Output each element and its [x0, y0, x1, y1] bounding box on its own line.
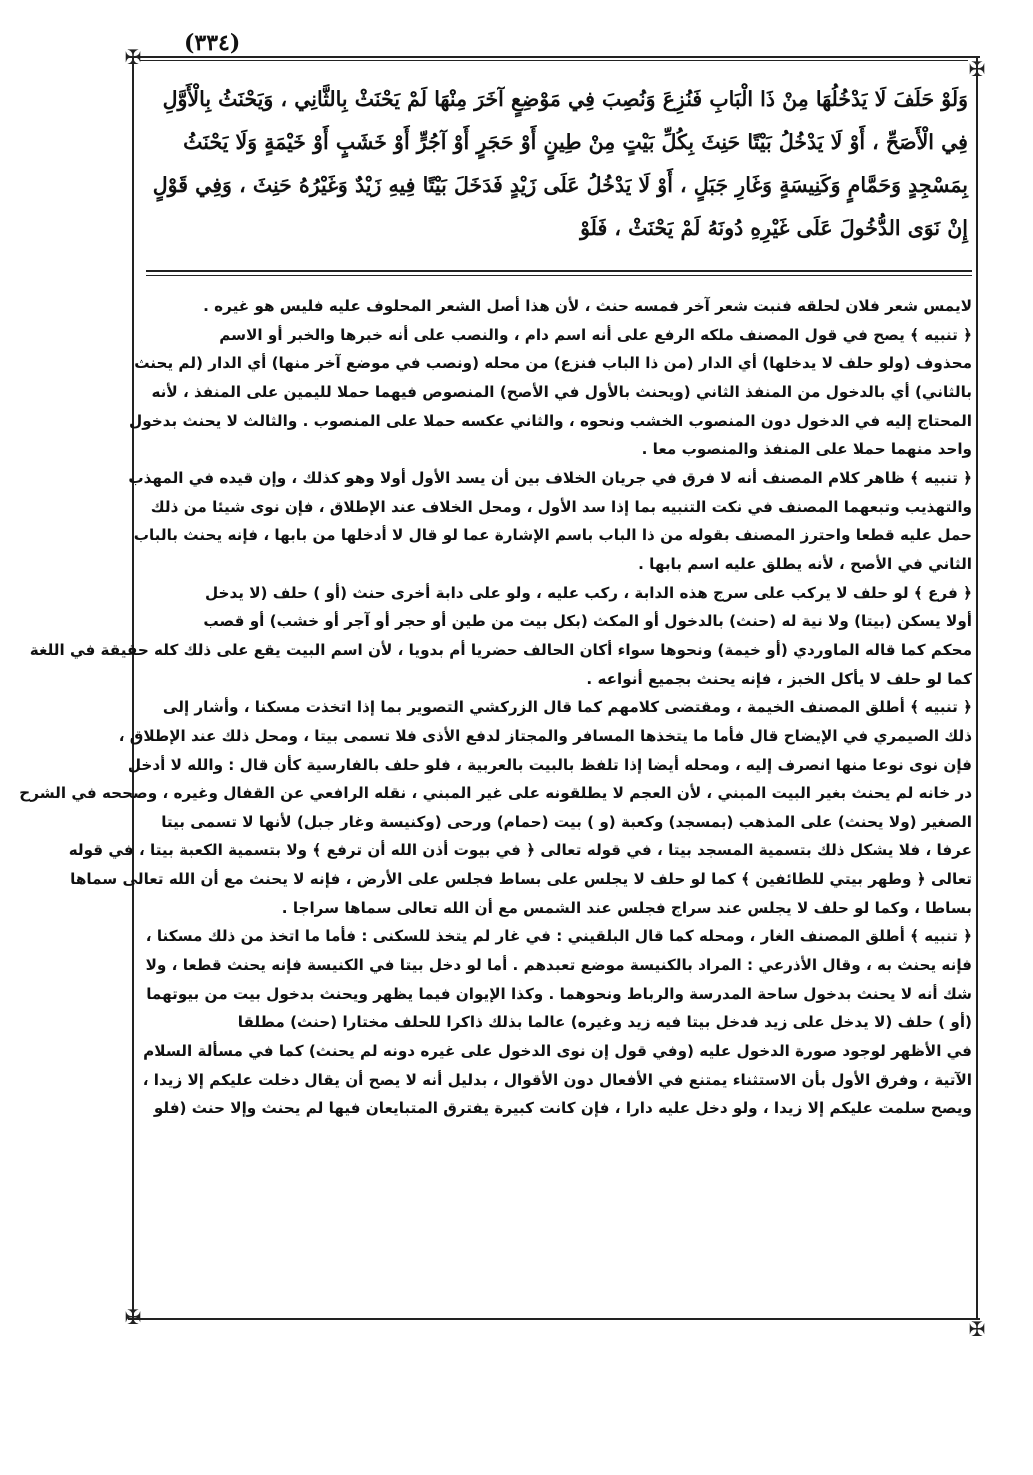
commentary-line: واحد منهما حملا على المنفذ والمنصوب معا .	[641, 440, 972, 459]
commentary-line: فإنه يحنث به ، وقال الأذرعي : المراد بالكنيسة موضع تعبدهم . أما لو دخل بيتا في الكنيسة فإنه يحنث قطعا ، ولا	[145, 956, 972, 975]
bottom-border	[128, 1318, 980, 1320]
commentary-line: أولا يسكن (بيتا) ولا نية له (حنث) بالدخول أو المكث (بكل بيت من طين أو حجر أو آجر أو خشب) أو قصب	[203, 612, 972, 631]
corner-ornament-icon: ✠	[124, 45, 142, 69]
main-text-line: إِنْ نَوَى الدُّخُولَ عَلَى غَيْرِهِ دُونَهُ لَمْ يَحْنَثْ ، فَلَوْ	[580, 216, 968, 240]
commentary-line: محذوف (ولو حلف لا يدخلها) أي الدار (من ذا الباب فنزع) من محله (ونصب في موضع آخر منها) أي الدار (لم يحنث	[134, 354, 972, 373]
commentary-line: فإن نوى نوعا منها انصرف إليه ، ومحله أيضا إذا تلفظ بالبيت بالعربية ، فلو حلف بالفارسية كأن قال : والله لا أدخل	[127, 755, 972, 774]
commentary-line: ﴿ تنبيه ﴾ يصح في قول المصنف ملكه الرفع على أنه اسم دام ، والنصب على أنه خبرها والخبر أو الاسم	[219, 325, 972, 344]
corner-ornament-icon: ✠	[968, 1317, 986, 1341]
commentary-line: في الأظهر لوجود صورة الدخول عليه (وفي قول إن نوى الدخول على غيره دونه لم يحنث) كما في مسألة السلام	[143, 1042, 972, 1061]
commentary-line: ذلك الصيمري في الإيضاح قال فأما ما يتخذها المسافر والمجتاز لدفع الأذى فلا تسمى بيتا ، ومحل ذلك عند الإطلاق ،	[118, 726, 972, 745]
commentary-line: عرفا ، فلا يشكل ذلك بتسمية المسجد بيتا ، في قوله تعالى ﴿ في بيوت أذن الله أن ترفع ﴾ ولا بتسمية الكعبة بيتا ، في قوله	[68, 841, 972, 860]
section-divider-double	[146, 275, 972, 276]
corner-ornament-icon: ✠	[124, 1305, 142, 1329]
top-border	[128, 56, 980, 58]
main-text-line: بِمَسْجِدٍ وَحَمَّامٍ وَكَنِيسَةٍ وَغَارِ جَبَلٍ ، أَوْ لَا يَدْخُلُ عَلَى زَيْدٍ فَدَخَلَ بَيْتًا فِيهِ زَيْدٌ وَغَيْرُهُ حَنِثَ ، وَفِي قَوْلٍ	[152, 173, 968, 197]
commentary-line: ﴿ تنبيه ﴾ ظاهر كلام المصنف أنه لا فرق في جريان الخلاف بين أن يسد الأول أولا وهو كذلك ، وإن قيده في المهذب	[128, 468, 972, 487]
page-number: (٣٣٤)	[184, 30, 241, 56]
commentary-line: والتهذيب وتبعهما المصنف في نكت التنبيه بما إذا سد الأول ، ومحل الخلاف عند الإطلاق ، فإن نوى شيئا من ذلك	[150, 497, 972, 516]
commentary-line: (أو ) حلف (لا يدخل على زيد فدخل بيتا فيه زيد وغيره) عالما بذلك ذاكرا للحلف مختارا (حنث) مطلقا	[237, 1013, 972, 1032]
commentary-line: الثاني في الأصح ، لأنه يطلق عليه اسم بابها .	[638, 554, 972, 573]
corner-ornament-icon: ✠	[968, 57, 986, 81]
commentary-line: محكم كما قاله الماوردي (أو خيمة) ونحوها سواء أكان الحالف حضريا أم بدويا ، لأن اسم البيت يقع على ذلك كله حقيقة في اللغة	[29, 640, 972, 659]
section-divider	[146, 270, 972, 272]
commentary-line: المحتاج إليه في الدخول دون المنصوب الخشب ونحوه ، والثاني عكسه حملا على المنصوب . والثالث لا يحنث بدخول	[129, 411, 972, 430]
commentary-line: حمل عليه قطعا واحترز المصنف بقوله من ذا الباب باسم الإشارة عما لو قال لا أدخلها من بابها ، فإنه يحنث بالباب	[133, 526, 972, 545]
commentary-line: ﴿ تنبيه ﴾ أطلق المصنف الغار ، ومحله كما قال البلقيني : في غار لم يتخذ للسكنى : فأما ما اتخذ من ذلك مسكنا ،	[145, 927, 972, 946]
commentary-line: شك أنه لا يحنث بدخول ساحة المدرسة والرباط ونحوهما . وكذا الإيوان فيما يظهر ويحنث بدخول بيت من بيوتهما	[146, 984, 972, 1003]
commentary-line: الصغير (ولا يحنث) على المذهب (بمسجد) وكعبة (و ) بيت (حمام) ورحى (وكنيسة وغار جبل) لأنها لا تسمى بيتا	[161, 812, 972, 831]
left-border	[132, 58, 134, 1320]
commentary-line: در خانه لم يحنث بغير البيت المبني ، لأن العجم لا يطلقونه على غير المبني ، نقله الرافعي عن القفال وغيره ، وصححه في الشرح	[19, 784, 972, 803]
commentary-line: لايمس شعر فلان لحلقه فنبت شعر آخر فمسه حنث ، لأن هذا أصل الشعر المحلوف عليه فليس هو غيره .	[203, 297, 972, 315]
commentary-line: بالثاني) أي بالدخول من المنفذ الثاني (ويحنث بالأول في الأصح) المنصوص فيهما حملا لليمين على المنفذ ، لأنه	[151, 382, 972, 401]
main-text-line: وَلَوْ حَلَفَ لَا يَدْخُلُهَا مِنْ ذَا الْبَابِ فَنُزِعَ وَنُصِبَ فِي مَوْضِعٍ آخَرَ مِنْهَا لَمْ يَحْنَثْ بِالثَّانِي ، وَيَحْنَثُ بِالْأَوَّلِ	[162, 87, 968, 111]
commentary-line: كما لو حلف لا يأكل الخبز ، فإنه يحنث بجميع أنواعه .	[586, 669, 972, 688]
right-border	[976, 58, 978, 1320]
commentary-line: بساطا ، وكما لو حلف لا يجلس عند سراج فجلس عند الشمس مع أن الله تعالى سماها سراجا .	[281, 898, 972, 917]
main-text-line: فِي الْأَصَحِّ ، أَوْ لَا يَدْخُلُ بَيْتًا حَنِثَ بِكُلِّ بَيْتٍ مِنْ طِينٍ أَوْ حَجَرٍ أَوْ آجُرٍّ أَوْ خَشَبٍ أَوْ خَيْمَةٍ وَلَا يَحْنَثُ	[183, 130, 968, 154]
top-border-inner	[140, 60, 968, 61]
commentary-line: تعالى ﴿ وطهر بيتي للطائفين ﴾ كما لو حلف لا يجلس على بساط فجلس على الأرض ، فإنه لا يحنث مع أن الله تعالى سماها	[70, 870, 972, 889]
commentary-line: ﴿ فرع ﴾ لو حلف لا يركب على سرج هذه الدابة ، ركب عليه ، ولو على دابة أخرى حنث (أو ) حلف (لا يدخل	[204, 583, 972, 602]
commentary-line: ﴿ تنبيه ﴾ أطلق المصنف الخيمة ، ومقتضى كلامهم كما قال الزركشي التصوير بما إذا اتخذت مسكنا ، وأشار إلى	[162, 698, 972, 717]
main-text-block	[150, 78, 968, 250]
commentary-line: ويصح سلمت عليكم إلا زيدا ، ولو دخل عليه دارا ، فإن كانت كبيرة يفترق المتبايعان فيها لم يحنث وإلا حنث (فلو	[153, 1099, 972, 1118]
commentary-block	[19, 292, 972, 1123]
commentary-line: الآتية ، وفرق الأول بأن الاستثناء يمتنع في الأفعال دون الأقوال ، بدليل أنه لا يصح أن يقال دخلت عليكم إلا زيدا ،	[142, 1070, 972, 1089]
